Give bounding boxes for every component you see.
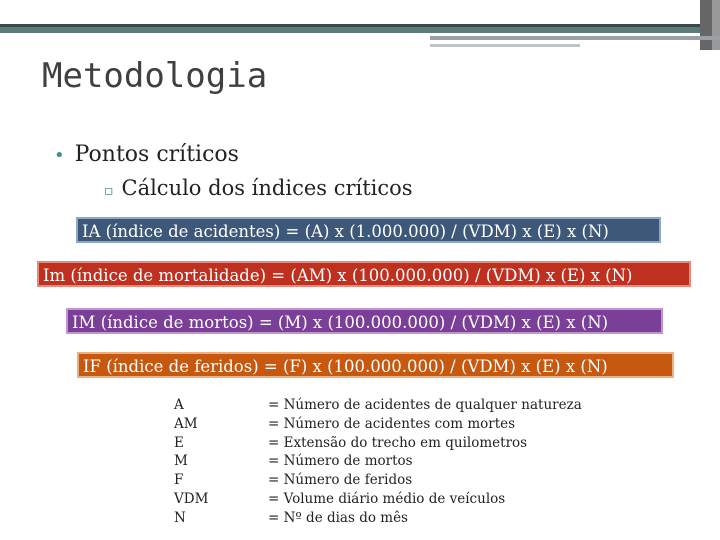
legend-key: A — [174, 397, 184, 413]
legend-key: AM — [174, 415, 198, 432]
legend-key: VDM — [174, 490, 209, 507]
legend-key: M — [174, 453, 188, 470]
legend-key: F — [174, 472, 184, 489]
legend-desc: = Número de acidentes com mortes — [268, 415, 516, 432]
corner-strip-light — [712, 0, 720, 50]
legend-desc: = Número de mortos — [268, 453, 413, 470]
formula-im-mortalidade: Im (índice de mortalidade) = (AM) x (100.000.000) / (VDM) x (E) x (N) — [37, 261, 691, 287]
legend-key: E — [174, 434, 184, 451]
header-accent-line — [430, 36, 720, 40]
sub-bullet-calculo — [104, 176, 413, 200]
header-bar — [0, 0, 700, 24]
formula-im-mortos: IM (índice de mortos) = (M) x (100.000.000) / (VDM) x (E) x (N) — [66, 308, 663, 334]
legend-desc: = Número de acidentes de qualquer natureza — [268, 397, 582, 413]
formula-ia: IA (índice de acidentes) = (A) x (1.000.000) / (VDM) x (E) x (N) — [76, 217, 661, 243]
sub-bullet-text: Cálculo dos índices críticos — [121, 176, 413, 200]
legend-desc: = Nº de dias do mês — [268, 509, 408, 526]
bullet-text: Pontos críticos — [74, 142, 239, 167]
header-accent-line-short — [430, 44, 580, 47]
legend-desc: = Número de feridos — [268, 472, 413, 489]
formula-if: IF (índice de feridos) = (F) x (100.000.000) / (VDM) x (E) x (N) — [77, 352, 674, 378]
bullet-dot-icon: • — [54, 145, 65, 166]
legend-keys — [174, 396, 208, 528]
header-dark-line — [0, 24, 700, 27]
bullet-pontos-criticos — [54, 142, 239, 167]
legend-descriptions — [268, 396, 582, 528]
legend-desc: = Extensão do trecho em quilometros — [268, 434, 528, 451]
legend-desc: = Volume diário médio de veículos — [268, 490, 506, 507]
sub-bullet-square-icon: ▫ — [104, 183, 114, 199]
slide-title: Metodologia — [42, 56, 268, 96]
legend-key: N — [174, 509, 186, 526]
